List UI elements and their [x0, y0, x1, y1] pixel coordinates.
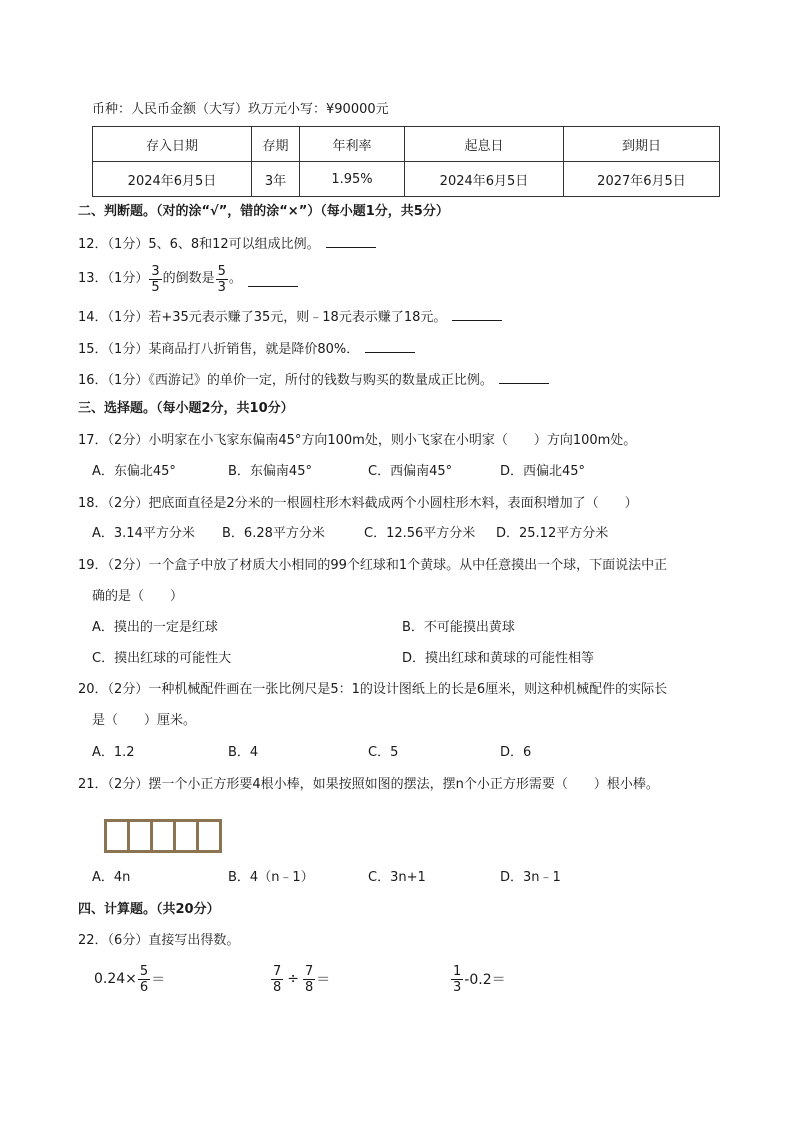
question-17: 17．（2分）小明家在小飞家东偏南45°方向100m处，则小飞家在小明家（ ）方向100m处。	[78, 433, 637, 448]
table-cell: 1.95%	[300, 162, 405, 197]
option-d[interactable]: D．西偏北45°	[500, 464, 586, 479]
question-text: 16．（1分）《西游记》的单价一定，所付的钱数与购买的数量成正比例。	[78, 373, 493, 388]
question-19-line-2: 确的是（ ）	[92, 589, 184, 604]
answer-blank[interactable]	[248, 272, 298, 287]
option-d[interactable]: D．3n﹣1	[500, 870, 561, 885]
calc-item-3	[450, 962, 506, 996]
fraction-denominator: 5	[151, 279, 160, 295]
option-b[interactable]: B．不可能摸出黄球	[402, 620, 515, 635]
question-text: 15．（1分）某商品打八折销售，就是降价80%．	[78, 342, 360, 357]
calc-text: -0.2＝	[464, 972, 506, 988]
fraction-numerator: 5	[139, 963, 149, 979]
question-text: 。	[228, 271, 242, 286]
fraction-denominator: 3	[453, 979, 462, 995]
fraction-numerator: 3	[151, 263, 160, 279]
option-c[interactable]: C．西偏南45°	[368, 464, 453, 479]
table-header-cell: 起息日	[405, 127, 564, 162]
option-d[interactable]: D．6	[500, 745, 532, 760]
table-header-cell: 到期日	[564, 127, 720, 162]
option-c[interactable]: C．5	[368, 745, 399, 760]
option-b[interactable]: B．东偏南45°	[228, 464, 312, 479]
fraction-numerator: 5	[217, 263, 226, 279]
question-text: 的倒数是	[162, 271, 215, 286]
option-a[interactable]: A．1.2	[92, 745, 135, 760]
question-text: 14．（1分）若+35元表示赚了35元，则﹣18元表示赚了18元。	[78, 310, 447, 325]
question-19-line-1: 19．（2分）一个盒子中放了材质大小相同的99个红球和1个黄球。从中任意摸出一个球，下面说法中正	[78, 558, 668, 573]
question-text: 12．（1分）5、6、8和12可以组成比例。	[78, 237, 320, 252]
option-a[interactable]: A．东偏北45°	[92, 464, 176, 479]
table-cell: 2024年6月5日	[93, 162, 252, 197]
question-15	[78, 338, 415, 360]
question-12	[78, 233, 376, 255]
fraction	[271, 964, 283, 995]
table-header-cell: 存期	[252, 127, 300, 162]
question-14	[78, 306, 502, 328]
fraction	[451, 964, 463, 995]
table-header-row	[93, 127, 720, 162]
option-a[interactable]: A．摸出的一定是红球	[92, 620, 218, 635]
question-20-line-1: 20．（2分）一种机械配件画在一张比例尺是5：1的设计图纸上的长是6厘米，则这种机械配件的实际长	[78, 682, 668, 697]
equals-sign: ＝	[316, 972, 331, 988]
deposit-table	[92, 126, 720, 197]
fraction	[138, 964, 150, 995]
question-16	[78, 369, 549, 391]
fraction	[303, 964, 315, 995]
divide-sign: ÷	[287, 971, 300, 987]
question-13	[78, 262, 298, 296]
answer-blank[interactable]	[499, 369, 549, 384]
calc-item-1	[94, 962, 165, 996]
fraction-numerator: 1	[453, 963, 462, 979]
section-title-judgement: 二、判断题。（对的涂“√”，错的涂“×”）（每小题1分，共5分）	[78, 204, 449, 219]
calc-text: 0.24×	[94, 971, 137, 987]
question-20-line-2: 是（ ）厘米。	[92, 713, 197, 728]
option-d[interactable]: D．摸出红球和黄球的可能性相等	[402, 651, 595, 666]
stick-squares-figure	[104, 819, 232, 853]
table-cell: 2024年6月5日	[405, 162, 564, 197]
fraction-numerator: 7	[273, 963, 282, 979]
option-b[interactable]: B．4	[228, 745, 259, 760]
currency-line: 币种：人民币金额（大写）玖万元小写：¥90000元	[92, 102, 389, 117]
fraction-denominator: 8	[305, 979, 314, 995]
option-b[interactable]: B．4（n﹣1）	[228, 870, 314, 885]
option-c[interactable]: C．3n+1	[368, 870, 426, 885]
answer-blank[interactable]	[326, 233, 376, 248]
fraction	[149, 264, 161, 295]
fraction-denominator: 3	[217, 279, 226, 295]
option-c[interactable]: C．摸出红球的可能性大	[92, 651, 232, 666]
fraction-denominator: 6	[139, 979, 149, 995]
fraction	[216, 264, 228, 295]
option-c[interactable]: C．12.56平方分米	[364, 526, 476, 541]
equals-sign: ＝	[151, 972, 166, 988]
section-title-choice: 三、选择题。（每小题2分，共10分）	[78, 401, 294, 416]
question-21: 21．（2分）摆一个小正方形要4根小棒，如果按照如图的摆法，摆n个小正方形需要（ ）根小棒。	[78, 777, 659, 792]
option-b[interactable]: B．6.28平方分米	[222, 526, 325, 541]
option-d[interactable]: D．25.12平方分米	[496, 526, 609, 541]
table-cell: 2027年6月5日	[564, 162, 720, 197]
stick-square	[196, 819, 222, 853]
question-text: 13．（1分）	[78, 271, 149, 286]
table-cell: 3年	[252, 162, 300, 197]
option-a[interactable]: A．4n	[92, 870, 131, 885]
question-22: 22．（6分）直接写出得数。	[78, 933, 240, 948]
option-a[interactable]: A．3.14平方分米	[92, 526, 195, 541]
table-header-cell: 存入日期	[93, 127, 252, 162]
calc-item-2	[270, 962, 330, 996]
fraction-numerator: 7	[305, 963, 314, 979]
fraction-denominator: 8	[273, 979, 282, 995]
section-title-calculation: 四、计算题。（共20分）	[78, 902, 220, 917]
question-18: 18．（2分）把底面直径是2分米的一根圆柱形木料截成两个小圆柱形木料，表面积增加了（ ）	[78, 496, 638, 511]
answer-blank[interactable]	[365, 338, 415, 353]
answer-blank[interactable]	[452, 306, 502, 321]
table-header-cell: 年利率	[300, 127, 405, 162]
table-row	[93, 162, 720, 197]
